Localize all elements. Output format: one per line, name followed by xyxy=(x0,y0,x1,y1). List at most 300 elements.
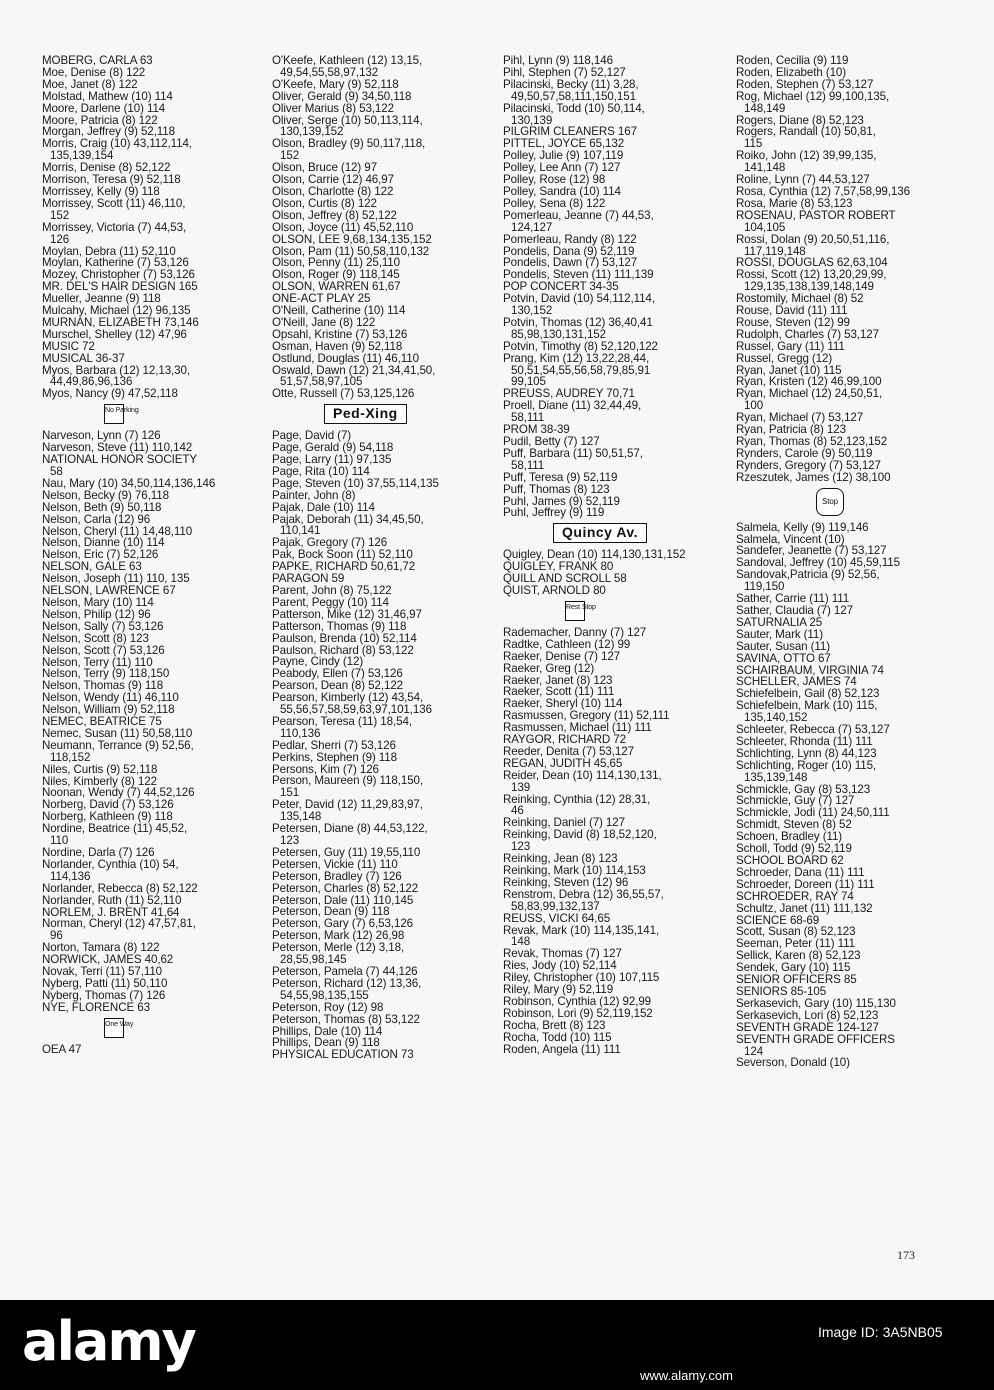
index-entry: Pudil, Betty (7) 127 xyxy=(503,435,600,448)
index-entry: Schleeter, Rhonda (11) 111 xyxy=(736,734,873,748)
index-entry: Niles, Kimberly (8) 122 xyxy=(42,774,157,788)
index-entry: Reinking, David (8) 18,52,120, xyxy=(503,828,657,842)
index-entry: Quigley, Dean (10) 114,130,131,152 xyxy=(503,548,686,562)
index-entry-continuation: 152 xyxy=(280,149,300,163)
index-entry: Peterson, Dale (11) 110,145 xyxy=(272,893,414,907)
index-entry: Peterson, Charles (8) 52,122 xyxy=(272,881,419,895)
index-entry: Nelson, Sally (7) 53,126 xyxy=(42,619,164,633)
index-entry: Puff, Teresa (9) 52,119 xyxy=(503,470,618,484)
index-entry: Nordine, Darla (7) 126 xyxy=(42,846,155,859)
index-entry: Schlichting, Roger (10) 115, xyxy=(736,758,877,772)
index-column-3 xyxy=(503,55,685,1056)
index-entry: Scott, Susan (8) 52,123 xyxy=(736,925,856,939)
index-entry: Parent, John (8) 75,122 xyxy=(272,583,392,597)
index-entry: O'Keefe, Mary (9) 52,118 xyxy=(272,77,399,91)
index-entry-continuation: 58,111 xyxy=(511,458,545,472)
index-entry: Schoen, Bradley (11) xyxy=(736,830,843,844)
letter-divider-sign xyxy=(272,400,439,430)
index-entry: Serkasevich, Lori (8) 52,123 xyxy=(736,1008,879,1022)
index-entry: SCIENCE 68-69 xyxy=(736,913,820,927)
index-entry: Nyberg, Thomas (7) 126 xyxy=(42,988,166,1002)
index-entry: Rynders, Carole (9) 50,119 xyxy=(736,446,873,460)
index-entry: OEA 47 xyxy=(42,1042,82,1056)
index-entry: MURNAN, ELIZABETH 73,146 xyxy=(42,315,199,329)
index-entry: Nemec, Susan (11) 50,58,110 xyxy=(42,726,193,740)
index-entry: Moore, Darlene (10) 114 xyxy=(42,101,166,115)
index-entry: Proell, Diane (11) 32,44,49, xyxy=(503,399,642,413)
index-entry: Roden, Cecilia (9) 119 xyxy=(736,54,849,67)
index-entry: Nyberg, Patti (11) 50,110 xyxy=(42,976,168,990)
index-entry-continuation: 58,83,99,132,137 xyxy=(511,899,600,913)
index-entry: Ryan, Janet (10) 115 xyxy=(736,363,842,377)
index-entry-continuation: 50,51,54,55,56,58,79,85,91 xyxy=(511,363,651,377)
index-entry: Pihl, Lynn (9) 118,146 xyxy=(503,54,613,67)
index-entry: Norton, Tamara (8) 122 xyxy=(42,941,160,955)
index-entry-continuation: 46 xyxy=(511,804,524,818)
index-entry: Perkins, Stephen (9) 118 xyxy=(272,750,397,764)
index-entry: Murschel, Shelley (12) 47,96 xyxy=(42,327,187,341)
index-entry-continuation: 123 xyxy=(511,840,531,854)
index-entry: Riley, Christopher (10) 107,115 xyxy=(503,971,660,985)
index-entry: SCHOOL BOARD 62 xyxy=(736,854,844,867)
index-entry: Puff, Barbara (11) 50,51,57, xyxy=(503,446,643,460)
index-entry: MOBERG, CARLA 63 xyxy=(42,54,153,67)
index-entry: Pedlar, Sherri (7) 53,126 xyxy=(272,738,396,752)
index-entry: Paulson, Richard (8) 53,122 xyxy=(272,643,414,657)
index-entry: Oliver Marius (8) 53,122 xyxy=(272,101,394,115)
index-entry: Reinking, Daniel (7) 127 xyxy=(503,816,625,830)
index-entry: Olson, Penny (11) 25,110 xyxy=(272,256,401,270)
index-entry: Myos, Nancy (9) 47,52,118 xyxy=(42,387,178,401)
index-entry: Novak, Terri (11) 57,110 xyxy=(42,965,163,979)
index-entry: Nelson, Eric (7) 52,126 xyxy=(42,548,159,562)
index-entry: Morgan, Jeffrey (9) 52,118 xyxy=(42,125,175,139)
index-entry-continuation: 99,105 xyxy=(511,375,546,389)
index-entry: Peterson, Richard (12) 13,36, xyxy=(272,976,422,990)
index-entry: Parent, Peggy (10) 114 xyxy=(272,595,389,609)
index-column-4 xyxy=(736,55,910,1069)
index-entry: Rossi, Dolan (9) 20,50,51,116, xyxy=(736,232,890,246)
index-entry: Morris, Craig (10) 43,112,114, xyxy=(42,137,192,151)
index-entry: QUIST, ARNOLD 80 xyxy=(503,583,606,597)
index-entry: SCHELLER, JAMES 74 xyxy=(736,675,857,689)
index-entry: Norman, Cheryl (12) 47,57,81, xyxy=(42,917,196,931)
index-entry: Sendek, Gary (10) 115 xyxy=(736,961,851,975)
index-entry: Pajak, Dale (10) 114 xyxy=(272,500,375,514)
index-entry-continuation: 51,57,58,97,105 xyxy=(280,375,363,389)
index-entry: Peter, David (12) 11,29,83,97, xyxy=(272,798,423,812)
index-entry-continuation: 135,139,154 xyxy=(50,149,114,163)
index-entry: Rogers, Randall (10) 50,81, xyxy=(736,125,876,139)
index-entry: SATURNALIA 25 xyxy=(736,615,823,629)
index-entry: NYE, FLORENCE 63 xyxy=(42,1000,150,1014)
index-entry: Moylan, Katherine (7) 53,126 xyxy=(42,256,189,270)
letter-divider-sign xyxy=(42,1014,215,1044)
index-entry-continuation: 110 xyxy=(50,834,69,848)
index-entry-continuation: 55,56,57,58,59,63,97,101,136 xyxy=(280,703,432,717)
index-entry: Page, Larry (11) 97,135 xyxy=(272,453,392,466)
index-entry: Schmickle, Gay (8) 53,123 xyxy=(736,782,871,796)
index-entry: Pondelis, Steven (11) 111,139 xyxy=(503,268,654,282)
index-entry: QUIGLEY, FRANK 80 xyxy=(503,560,614,574)
index-entry-continuation: 117,119,148 xyxy=(744,244,806,258)
index-entry: Rouse, Steven (12) 99 xyxy=(736,315,850,329)
index-entry: Sather, Carrie (11) 111 xyxy=(736,592,850,606)
index-entry: Robinson, Lori (9) 52,119,152 xyxy=(503,1006,653,1020)
index-entry: OLSON, WARREN 61,67 xyxy=(272,280,401,294)
index-entry: Olson, Jeffrey (8) 52,122 xyxy=(272,208,397,222)
index-entry: PITTEL, JOYCE 65,132 xyxy=(503,137,625,151)
index-entry: Pearson, Kimberly (12) 43,54, xyxy=(272,691,424,705)
letter-divider-sign xyxy=(42,400,215,430)
index-entry: Narveson, Steve (11) 110,142 xyxy=(42,441,193,455)
index-entry: SEVENTH GRADE 124-127 xyxy=(736,1020,879,1034)
index-entry: Sauter, Susan (11) xyxy=(736,639,831,653)
index-entry: Patterson, Thomas (9) 118 xyxy=(272,619,407,633)
index-entry: Sandovak,Patricia (9) 52,56, xyxy=(736,568,880,582)
index-entry: Sandefer, Jeanette (7) 53,127 xyxy=(736,544,887,558)
index-entry: Rudolph, Charles (7) 53,127 xyxy=(736,327,879,341)
index-entry: Raeker, Janet (8) 123 xyxy=(503,673,613,687)
index-entry: Roden, Stephen (7) 53,127 xyxy=(736,77,874,91)
index-entry: Page, Rita (10) 114 xyxy=(272,464,370,478)
index-entry: Reinking, Steven (12) 96 xyxy=(503,875,629,889)
index-entry: Person, Maureen (9) 118,150, xyxy=(272,774,424,788)
index-entry: Rocha, Brett (8) 123 xyxy=(503,1018,606,1032)
index-entry: Morrison, Teresa (9) 52,118 xyxy=(42,173,181,187)
index-entry: Nelson, Becky (9) 76,118 xyxy=(42,488,169,502)
index-entry: Serkasevich, Gary (10) 115,130 xyxy=(736,996,896,1010)
index-entry: Potvin, David (10) 54,112,114, xyxy=(503,292,655,306)
index-entry: Polley, Julie (9) 107,119 xyxy=(503,149,624,163)
index-entry: Petersen, Diane (8) 44,53,122, xyxy=(272,822,428,836)
index-entry: Schiefelbein, Mark (10) 115, xyxy=(736,699,878,713)
index-entry: Oliver, Gerald (9) 34,50,118 xyxy=(272,89,412,103)
index-entry: Painter, John (8) xyxy=(272,488,356,502)
index-entry: Revak, Mark (10) 114,135,141, xyxy=(503,923,660,937)
index-entry: Morris, Denise (8) 52,122 xyxy=(42,161,171,175)
index-entry-continuation: 135,139,148 xyxy=(744,770,808,784)
index-entry: Myos, Barbara (12) 12,13,30, xyxy=(42,363,190,377)
index-entry: Reinking, Cynthia (12) 28,31, xyxy=(503,792,651,806)
index-entry: Nelson, Mary (10) 114 xyxy=(42,595,154,609)
index-entry-continuation: 148 xyxy=(511,935,531,949)
index-entry: Peterson, Thomas (8) 53,122 xyxy=(272,1012,420,1026)
index-entry-continuation: 141,148 xyxy=(744,161,786,175)
street-sign-icon: Ped-Xing xyxy=(324,404,407,424)
index-entry: Nelson, William (9) 52,118 xyxy=(42,703,175,717)
index-entry: Patterson, Mike (12) 31,46,97 xyxy=(272,607,422,621)
index-entry: Olson, Roger (9) 118,145 xyxy=(272,268,400,282)
index-entry: Raeker, Scott (11) 111 xyxy=(503,685,615,699)
index-entry: Sauter, Mark (11) xyxy=(736,627,824,641)
index-entry: Mozey, Christopher (7) 53,126 xyxy=(42,268,195,282)
index-entry: REGAN, JUDITH 45,65 xyxy=(503,756,623,770)
index-entry: ROSSI, DOUGLAS 62,63,104 xyxy=(736,256,888,270)
index-entry: Radtke, Cathleen (12) 99 xyxy=(503,637,631,651)
index-entry: OLSON, LEE 9,68,134,135,152 xyxy=(272,232,432,246)
index-entry: Renstrom, Debra (12) 36,55,57, xyxy=(503,887,664,901)
index-entry: Nelson, Carla (12) 96 xyxy=(42,512,151,526)
index-entry: Norberg, Kathleen (9) 118 xyxy=(42,810,173,824)
index-entry: Robinson, Cynthia (12) 92,99 xyxy=(503,994,652,1008)
street-sign-icon: No Parking xyxy=(104,404,124,424)
index-entry: Ryan, Patricia (8) 123 xyxy=(736,423,846,437)
index-entry: Oliver, Serge (10) 50,113,114, xyxy=(272,113,423,127)
index-entry: Raeker, Denise (7) 127 xyxy=(503,649,621,663)
index-entry: Puhl, James (9) 52,119 xyxy=(503,494,620,508)
index-entry: Pajak, Deborah (11) 34,45,50, xyxy=(272,512,424,526)
index-entry: Rasmussen, Michael (11) 111 xyxy=(503,721,652,735)
index-entry-continuation: 123 xyxy=(280,834,300,847)
index-entry-continuation: 130,139 xyxy=(511,113,553,127)
index-entry-continuation: 85,98,130,131,152 xyxy=(511,327,607,341)
index-entry: Opsahl, Kristine (7) 53,126 xyxy=(272,327,408,341)
index-entry: Roden, Elizabeth (10) xyxy=(736,65,847,79)
index-entry: Norlander, Cynthia (10) 54, xyxy=(42,857,179,871)
index-entry: Rosa, Marie (8) 53,123 xyxy=(736,196,853,210)
index-entry: PHYSICAL EDUCATION 73 xyxy=(272,1048,414,1062)
index-entry: Pomerleau, Randy (8) 122 xyxy=(503,232,637,246)
index-entry: Phillips, Dale (10) 114 xyxy=(272,1024,383,1038)
index-entry-continuation: 148,149 xyxy=(744,101,786,115)
index-entry: MUSIC 72 xyxy=(42,339,95,353)
index-entry: Schmickle, Jodi (11) 24,50,111 xyxy=(736,806,890,820)
index-entry: Salmela, Vincent (10) xyxy=(736,532,845,546)
index-entry-continuation: 110,136 xyxy=(280,726,321,740)
index-entry: Peterson, Pamela (7) 44,126 xyxy=(272,964,418,978)
index-entry: Olson, Bruce (12) 97 xyxy=(272,161,377,175)
index-entry: Raeker, Sheryl (10) 114 xyxy=(503,697,623,711)
index-entry: NORWICK, JAMES 40,62 xyxy=(42,953,174,967)
index-entry-continuation: 118,152 xyxy=(50,750,91,764)
index-entry: Page, Gerald (9) 54,118 xyxy=(272,441,394,455)
index-entry: Moylan, Debra (11) 52,110 xyxy=(42,244,176,258)
street-sign-icon: Stop xyxy=(816,488,844,516)
index-entry-continuation: 110,141 xyxy=(280,524,321,538)
index-entry-continuation: 28,55,98,145 xyxy=(280,953,347,967)
index-entry: Moe, Janet (8) 122 xyxy=(42,77,138,91)
index-entry: Schiefelbein, Gail (8) 52,123 xyxy=(736,687,880,701)
index-entry: Rog, Michael (12) 99,100,135, xyxy=(736,89,890,103)
watermark-image-id: Image ID: 3A5NB05 xyxy=(818,1324,943,1340)
index-entry: PREUSS, AUDREY 70,71 xyxy=(503,387,635,401)
index-entry: Moore, Patricia (8) 122 xyxy=(42,113,158,127)
index-entry: Oswald, Dawn (12) 21,34,41,50, xyxy=(272,363,436,377)
index-entry-continuation: 49,54,55,58,97,132 xyxy=(280,65,379,79)
index-entry: Nelson, Philip (12) 96 xyxy=(42,607,151,621)
index-entry: Nelson, Scott (8) 123 xyxy=(42,631,149,645)
index-entry: Phillips, Dean (9) 118 xyxy=(272,1036,380,1050)
index-entry: Reider, Dean (10) 114,130,131, xyxy=(503,768,662,782)
index-entry-continuation: 58 xyxy=(50,465,63,478)
index-entry-continuation: 124 xyxy=(744,1044,764,1058)
index-entry: Russel, Gregg (12) xyxy=(736,351,833,365)
index-entry: Polley, Lee Ann (7) 127 xyxy=(503,161,621,175)
index-entry: Mulcahy, Michael (12) 96,135 xyxy=(42,304,191,318)
index-entry: PROM 38-39 xyxy=(503,423,570,437)
index-entry: Pak, Bock Soon (11) 52,110 xyxy=(272,548,413,562)
index-entry: Ries, Jody (10) 52,114 xyxy=(503,959,617,973)
index-entry: Potvin, Thomas (12) 36,40,41 xyxy=(503,315,653,329)
index-entry: Reinking, Mark (10) 114,153 xyxy=(503,864,646,877)
index-entry: O'Neill, Jane (8) 122 xyxy=(272,315,376,329)
index-entry: Salmela, Kelly (9) 119,146 xyxy=(736,520,869,534)
index-entry-continuation: 114,136 xyxy=(50,869,91,883)
watermark-logo: alamy xyxy=(22,1310,195,1373)
index-entry: Peabody, Ellen (7) 53,126 xyxy=(272,667,403,681)
index-entry: Morrissey, Kelly (9) 118 xyxy=(42,184,160,198)
index-entry: Moe, Denise (8) 122 xyxy=(42,65,146,79)
index-entry: Schroeder, Dana (11) 111 xyxy=(736,865,865,879)
street-sign-icon: Rest Stop xyxy=(565,601,585,621)
page-number: 173 xyxy=(897,1248,915,1262)
index-entry: Schleeter, Rebecca (7) 53,127 xyxy=(736,723,890,737)
index-entry: Molstad, Mathew (10) 114 xyxy=(42,89,173,103)
index-entry-continuation: 100 xyxy=(744,399,764,413)
index-entry: PARAGON 59 xyxy=(272,572,345,586)
index-entry-continuation: 126 xyxy=(50,232,70,246)
index-entry: Rosa, Cynthia (12) 7,57,58,99,136 xyxy=(736,184,910,198)
index-column-2 xyxy=(272,55,439,1061)
index-entry: NATIONAL HONOR SOCIETY xyxy=(42,453,197,467)
index-entry: Olson, Curtis (8) 122 xyxy=(272,196,377,210)
index-entry-continuation: 129,135,138,139,148,149 xyxy=(744,280,874,294)
index-entry: Page, Steven (10) 37,55,114,135 xyxy=(272,476,439,490)
index-entry: Rasmussen, Gregory (11) 52,111 xyxy=(503,709,670,723)
index-entry: Olson, Carrie (12) 46,97 xyxy=(272,173,394,187)
index-entry: Reinking, Jean (8) 123 xyxy=(503,852,618,866)
index-entry: SEVENTH GRADE OFFICERS xyxy=(736,1032,895,1046)
index-entry: MR. DEL'S HAIR DESIGN 165 xyxy=(42,280,198,294)
index-entry: Narveson, Lynn (7) 126 xyxy=(42,429,161,443)
index-entry: Schroeder, Doreen (11) 111 xyxy=(736,877,875,891)
index-entry: Olson, Joyce (11) 45,52,110 xyxy=(272,220,414,234)
index-entry: O'Neill, Catherine (10) 114 xyxy=(272,304,406,318)
index-entry: Scholl, Todd (9) 52,119 xyxy=(736,842,852,856)
index-entry: NELSON, GALE 63 xyxy=(42,560,142,574)
watermark-url: www.alamy.com xyxy=(640,1368,733,1383)
index-entry: Rynders, Gregory (7) 53,127 xyxy=(736,458,881,472)
index-entry: Nau, Mary (10) 34,50,114,136,146 xyxy=(42,476,216,490)
index-entry: Niles, Curtis (9) 52,118 xyxy=(42,762,158,776)
index-entry: Peterson, Bradley (7) 126 xyxy=(272,869,402,883)
index-entry-continuation: 54,55,98,135,155 xyxy=(280,988,369,1002)
index-entry: Noonan, Wendy (7) 44,52,126 xyxy=(42,786,195,800)
index-entry: Pearson, Dean (8) 52,122 xyxy=(272,679,404,693)
index-entry: Schmickle, Guy (7) 127 xyxy=(736,794,855,808)
index-entry: Severson, Donald (10) xyxy=(736,1056,850,1070)
index-entry: Seeman, Peter (11) 111 xyxy=(736,937,855,951)
index-entry-continuation: 104,105 xyxy=(744,220,786,234)
index-entry: Roiko, John (12) 39,99,135, xyxy=(736,149,877,163)
index-entry: RAYGOR, RICHARD 72 xyxy=(503,733,626,747)
street-sign-icon: One Way xyxy=(104,1018,124,1038)
index-entry: Polley, Sandra (10) 114 xyxy=(503,184,621,198)
index-entry: Roden, Angela (11) 111 xyxy=(503,1042,621,1056)
index-entry: Osman, Haven (9) 52,118 xyxy=(272,339,403,353)
index-entry: SCHROEDER, RAY 74 xyxy=(736,889,854,903)
index-entry: Peterson, Mark (12) 26,98 xyxy=(272,929,405,943)
index-entry: Rademacher, Danny (7) 127 xyxy=(503,625,647,639)
index-entry: Pilacinski, Todd (10) 50,114, xyxy=(503,101,645,115)
index-entry: O'Keefe, Kathleen (12) 13,15, xyxy=(272,54,423,67)
index-entry: REUSS, VICKI 64,65 xyxy=(503,911,611,925)
index-entry: Nelson, Wendy (11) 46,110 xyxy=(42,691,179,705)
index-entry: Neumann, Terrance (9) 52,56, xyxy=(42,738,194,752)
index-entry: SENIORS 85-105 xyxy=(736,984,827,998)
index-entry-continuation: 124,127 xyxy=(511,220,553,234)
index-entry: Rocha, Todd (10) 115 xyxy=(503,1030,612,1044)
index-entry: Nelson, Thomas (9) 118 xyxy=(42,679,164,693)
index-entry: Norlander, Rebecca (8) 52,122 xyxy=(42,881,198,895)
index-entry-continuation: 96 xyxy=(50,929,63,943)
index-entry: Schlichting, Lynn (8) 44,123 xyxy=(736,746,877,760)
index-entry: Nelson, Terry (11) 110 xyxy=(42,655,153,669)
index-entry: Ryan, Michael (7) 53,127 xyxy=(736,411,864,425)
index-entry: Paulson, Brenda (10) 52,114 xyxy=(272,631,417,645)
index-entry: Puff, Thomas (8) 123 xyxy=(503,482,610,496)
index-entry: Nelson, Scott (7) 53,126 xyxy=(42,643,165,657)
index-entry-continuation: 139 xyxy=(511,780,531,794)
street-sign-icon: Quincy Av. xyxy=(553,523,647,543)
index-entry: ROSENAU, PASTOR ROBERT xyxy=(736,208,896,222)
index-entry: Peterson, Roy (12) 98 xyxy=(272,1000,384,1014)
index-entry: Morrissey, Scott (11) 46,110, xyxy=(42,196,186,210)
index-entry: Payne, Cindy (12) xyxy=(272,655,364,669)
index-entry: Puhl, Jeffrey (9) 119 xyxy=(503,506,605,520)
index-entry: Rouse, David (11) 111 xyxy=(736,304,848,318)
index-entry: Rossi, Scott (12) 13,20,29,99, xyxy=(736,268,887,282)
index-entry: Nelson, Dianne (10) 114 xyxy=(42,536,165,550)
index-entry-continuation: 49,50,57,58,111,150,151 xyxy=(511,89,636,103)
index-entry: Sandoval, Jeffrey (10) 45,59,115 xyxy=(736,556,900,570)
index-entry: NELSON, LAWRENCE 67 xyxy=(42,584,176,598)
index-entry-continuation: 135,148 xyxy=(280,810,322,824)
index-entry: MUSICAL 36-37 xyxy=(42,351,125,365)
index-entry: SAVINA, OTTO 67 xyxy=(736,651,831,665)
index-entry: Peterson, Gary (7) 6,53,126 xyxy=(272,917,414,931)
index-entry: Persons, Kim (7) 126 xyxy=(272,762,379,776)
index-entry: Olson, Charlotte (8) 122 xyxy=(272,184,394,198)
index-entry-continuation: 152 xyxy=(50,208,70,222)
index-entry: Rostomily, Michael (8) 52 xyxy=(736,292,864,306)
index-entry: Prang, Kim (12) 13,22,28,44, xyxy=(503,351,650,365)
index-entry: Norlander, Ruth (11) 52,110 xyxy=(42,893,182,907)
index-entry-continuation: 119,150 xyxy=(744,580,785,594)
index-entry: Pilacinski, Becky (11) 3,28, xyxy=(503,77,639,91)
index-entry: Pihl, Stephen (7) 52,127 xyxy=(503,65,626,79)
index-entry: Mueller, Jeanne (9) 118 xyxy=(42,292,161,306)
index-entry: Rzeszutek, James (12) 38,100 xyxy=(736,470,891,484)
index-entry: PAPKE, RICHARD 50,61,72 xyxy=(272,560,416,574)
index-entry: PILGRIM CLEANERS 167 xyxy=(503,125,637,139)
index-entry: Pearson, Teresa (11) 18,54, xyxy=(272,714,412,728)
index-entry: Russel, Gary (11) 111 xyxy=(736,339,845,353)
index-entry: Peterson, Dean (9) 118 xyxy=(272,905,390,919)
index-entry: Nelson, Terry (9) 118,150 xyxy=(42,667,170,681)
index-entry: Polley, Rose (12) 98 xyxy=(503,173,606,187)
index-entry: Olson, Bradley (9) 50,117,118, xyxy=(272,137,426,151)
index-entry: Morrissey, Victoria (7) 44,53, xyxy=(42,220,187,234)
index-entry: Pomerleau, Jeanne (7) 44,53, xyxy=(503,208,654,222)
letter-divider-sign xyxy=(736,484,910,522)
index-entry: Roline, Lynn (7) 44,53,127 xyxy=(736,173,870,187)
index-entry: Reeder, Denita (7) 53,127 xyxy=(503,744,634,758)
letter-divider-sign xyxy=(503,597,685,627)
index-entry: Nelson, Beth (9) 50,118 xyxy=(42,500,162,514)
index-entry: Peterson, Merle (12) 3,18, xyxy=(272,941,405,955)
